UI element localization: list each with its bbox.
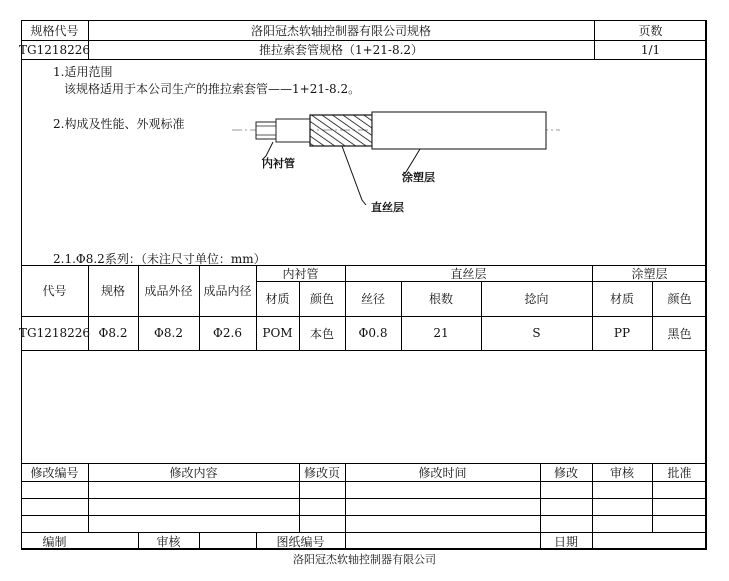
wire-layer [310,115,372,146]
liner-tube [256,122,276,139]
company-footer: 洛阳冠杰软轴控制器有限公司 [293,553,436,566]
review-label: 审核 [156,534,181,549]
doc-title: 推拉索套管规格（1+21-8.2） [258,43,424,57]
row-wire-dia: Φ0.8 [358,326,388,340]
coating-label: 涂塑层 [402,171,435,184]
date-label: 日期 [553,534,578,549]
col-spec: 规格 [100,284,125,298]
row-wire-count: 21 [433,326,449,340]
row-inner-dia: Φ2.6 [213,326,242,340]
prepared-label: 编制 [42,534,67,549]
group-wire: 直丝层 [450,266,487,281]
doc-code: TG1218226 [18,42,91,57]
liner-section [276,119,310,142]
col-coat-color: 颜色 [667,292,692,306]
rev-content-label: 修改内容 [169,465,218,480]
spec-code-label: 规格代号 [30,23,79,38]
rev-approve-label: 批准 [667,465,692,480]
liner-label: 内衬管 [262,157,295,170]
section2-title: 2.构成及性能、外观标准 [53,117,185,131]
rev-by-label: 修改 [553,465,578,480]
rev-time-label: 修改时间 [418,465,467,480]
wire-leader [342,146,366,205]
row-liner-color: 本色 [309,326,334,341]
col-liner-color: 颜色 [309,292,334,306]
row-spec: Φ8.2 [98,326,128,340]
col-wire-twist: 捻向 [524,292,549,306]
col-outer-dia: 成品外径 [144,284,193,298]
rev-page-label: 修改页 [303,465,340,480]
row-coat-color: 黑色 [667,326,692,341]
rev-no-label: 修改编号 [30,465,79,480]
section1-body: 该规格适用于本公司生产的推拉索套管——1+21-8.2。 [64,82,361,96]
col-code: 代号 [42,284,67,298]
drawing-no-label: 图纸编号 [276,534,325,549]
row-coat-material: PP [613,326,631,340]
pages-value: 1/1 [640,42,661,57]
wire-label: 直丝层 [371,201,404,214]
group-coating: 涂塑层 [631,266,668,281]
company-spec-title: 洛阳冠杰软轴控制器有限公司规格 [250,23,431,38]
col-coat-material: 材质 [609,292,634,306]
col-wire-dia: 丝径 [360,292,385,306]
coating-layer [372,112,546,149]
group-liner: 内衬管 [282,266,319,281]
row-outer-dia: Φ8.2 [154,326,183,340]
col-inner-dia: 成品内径 [203,284,252,298]
pages-label: 页数 [638,23,663,38]
col-liner-material: 材质 [265,292,290,306]
row-liner-material: POM [262,326,293,340]
section1-title: 1.适用范围 [53,65,113,79]
row-code: TG1218226 [18,326,91,340]
series-note: 2.1.Φ8.2系列：（未注尺寸单位：mm） [53,252,266,266]
rev-review-label: 审核 [609,465,634,480]
row-wire-twist: S [532,326,541,340]
col-wire-count: 根数 [428,292,453,306]
